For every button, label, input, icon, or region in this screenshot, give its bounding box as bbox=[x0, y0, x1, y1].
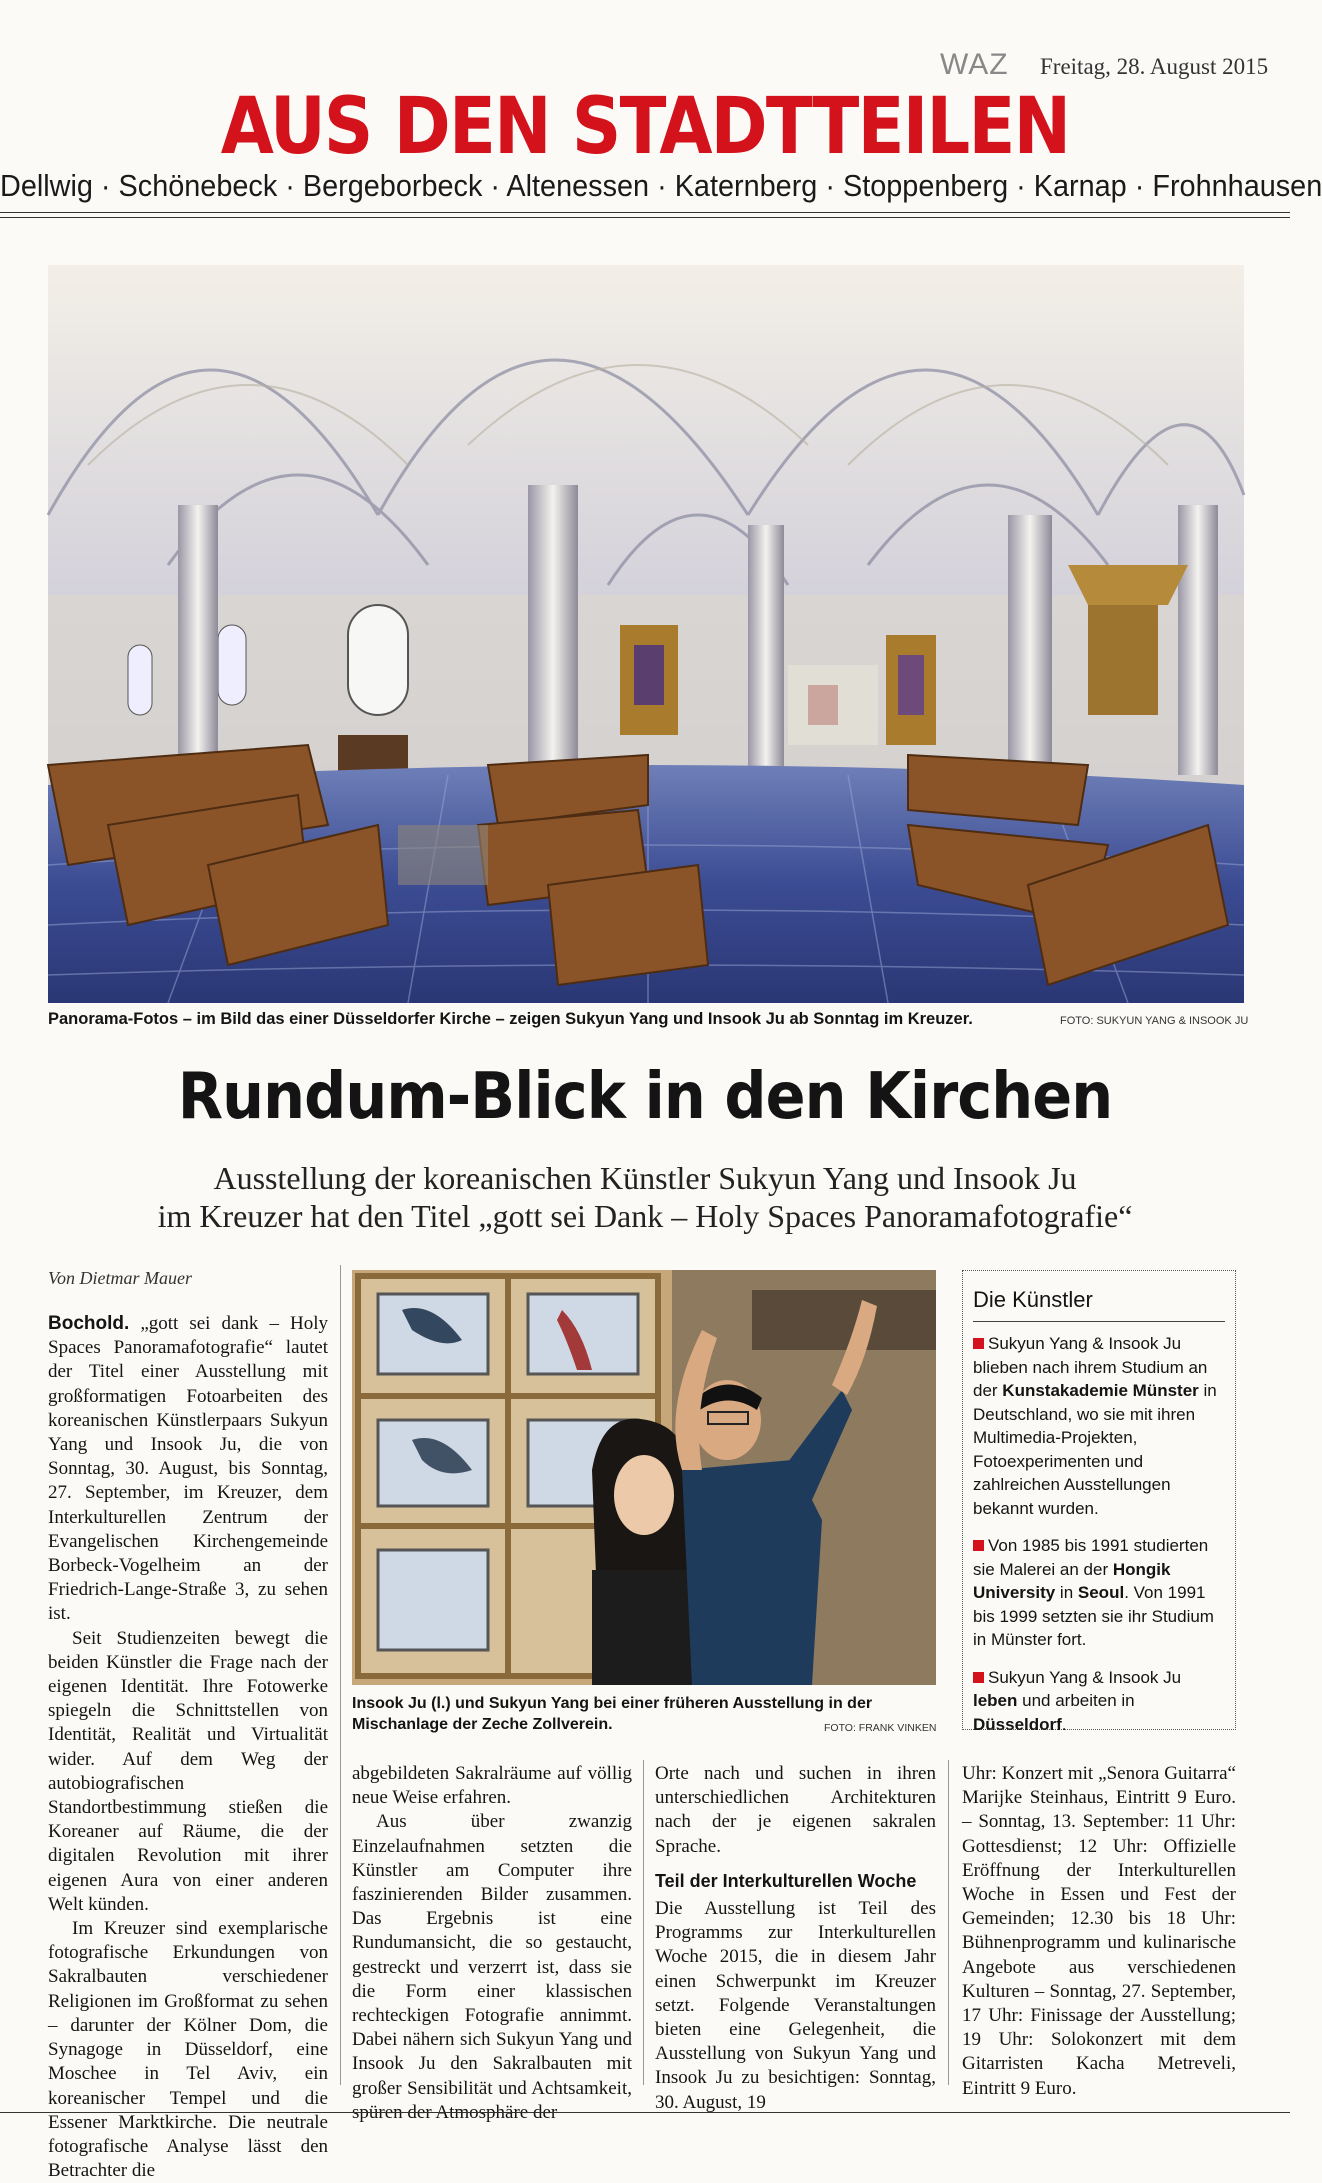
article-dateline: Bochold. bbox=[48, 1313, 130, 1334]
article-paragraph: abgebildeten Sakralräume auf völlig neue Weise erfahren. bbox=[352, 1763, 632, 1809]
article-subheadline: im Kreuzer hat den Titel „gott sei Dank – Holy Spaces Panoramafotografie“ bbox=[157, 1198, 1133, 1234]
district-item: Stoppenberg bbox=[842, 168, 1009, 203]
masthead-rule bbox=[0, 212, 1290, 213]
artists-image bbox=[352, 1270, 936, 1685]
photo-credit: FOTO: SUKYUN YANG & INSOOK JU bbox=[1060, 1015, 1249, 1027]
article-subhead: Teil der Interkulturellen Woche bbox=[655, 1870, 917, 1891]
article-column-2 bbox=[352, 1762, 632, 2125]
info-box-title: Die Künstler bbox=[973, 1271, 1225, 1322]
column-divider bbox=[340, 1265, 341, 2085]
district-separator: · bbox=[649, 168, 675, 203]
district-item: Dellwig bbox=[0, 168, 93, 203]
article-subheadline: Ausstellung der koreanischen Künstler Sukyun Yang und Insook Ju bbox=[213, 1160, 1077, 1196]
district-separator: · bbox=[1008, 168, 1034, 203]
info-box-item: Von 1985 bis 1991 studierten sie Malerei an der Hongik University in Seoul. Von 1991 bis 1999 setzten sie ihr Studium in Münster fort. bbox=[973, 1536, 1214, 1649]
church-panorama-photo bbox=[48, 265, 1244, 1003]
district-separator: · bbox=[817, 168, 843, 203]
article-column-1 bbox=[48, 1312, 328, 2183]
column-divider bbox=[643, 1760, 644, 2085]
artists-info-box bbox=[962, 1270, 1236, 1734]
article-headline: Rundum-Blick in den Kirchen bbox=[177, 1060, 1113, 1134]
article-column-3 bbox=[655, 1762, 936, 2115]
district-item: Katernberg bbox=[674, 168, 818, 203]
district-list bbox=[0, 168, 1322, 204]
district-separator: · bbox=[482, 168, 507, 203]
article-paragraph: Uhr: Konzert mit „Senora Guitarra“ Marijke Steinhaus, Eintritt 9 Euro. – Sonntag, 13. September: 11 Uhr: Gottesdienst; 12 Uhr: Offizielle Eröffnung der Interkulturellen Woche in Essen und Fest der Gemeinden; 12.30 bis 18 Uhr: Bühnenprogramm und kulinarische Angebote aus verschiedenen Kulturen – Sonntag, 27. September, 17 Uhr: Finissage der Ausstellung; 19 Uhr: Solokonzert mit dem Gitarristen Kacha Metreveli, Eintritt 9 Euro. bbox=[962, 1763, 1236, 2099]
photo-caption: Panorama-Fotos – im Bild das einer Düsseldorfer Kirche – zeigen Sukyun Yang und Insook Ju ab Sonntag im Kreuzer. bbox=[48, 1010, 973, 1028]
photo-caption: Insook Ju (l.) und Sukyun Yang bei einer früheren Ausstellung in der Mischanlage der Zeche Zollverein. bbox=[352, 1695, 873, 1733]
info-box-item: Sukyun Yang & Insook Ju blieben nach ihrem Studium an der Kunstakademie Münster in Deutschland, wo sie mit ihren Multimedia-Projekten, Fotoexperimenten und zahlreichen Ausstellungen bekannt wurden. bbox=[973, 1334, 1217, 1518]
page-bottom-rule bbox=[0, 2112, 1290, 2113]
section-title: AUS DEN STADTTEILEN bbox=[220, 82, 1070, 172]
bullet-square-icon bbox=[973, 1338, 984, 1349]
district-item: Bergeborbeck bbox=[302, 168, 483, 203]
artists-photo bbox=[352, 1270, 936, 1685]
district-item: Frohnhausen bbox=[1152, 168, 1322, 203]
article-paragraph: Die Ausstellung ist Teil des Programms zur Interkulturellen Woche 2015, die in diesem Jahr einen Schwerpunkt im Kreuzer setzt. Folgende Veranstaltungen bieten eine Gelegenheit, die Ausstellung von Sukyun Yang und Insook Ju zu besichtigen: Sonntag, 30. August, 19 bbox=[655, 1898, 936, 2113]
district-item: Karnap bbox=[1033, 168, 1127, 203]
district-item: Schönebeck bbox=[118, 168, 278, 203]
article-paragraph: Orte nach und suchen in ihren unterschiedlichen Architekturen nach der je eigenen sakralen Sprache. bbox=[655, 1763, 936, 1857]
church-panorama-image bbox=[48, 265, 1244, 1003]
district-separator: · bbox=[92, 168, 119, 203]
masthead-rule-thin bbox=[0, 217, 1290, 218]
article-paragraph: Aus über zwanzig Einzelaufnahmen setzten die Künstler am Computer ihre faszinierenden Bilder zusammen. Das Ergebnis ist eine Rundumansicht, die so gestaucht, gestreckt und verzerrt ist, dass sie die Form einer klassischen rechteckigen Fotografie annimmt. Dabei nähern sich Sukyun Yang und Insook Ju den Sakralbauten mit großer Sensibilität und Achtsamkeit, spüren der Atmosphäre der bbox=[352, 1811, 632, 2123]
district-item: Altenessen bbox=[506, 168, 650, 203]
bullet-square-icon bbox=[973, 1540, 984, 1551]
newspaper-name: WAZ bbox=[940, 48, 1009, 81]
article-paragraph: Seit Studienzeiten bewegt die beiden Künstler die Frage nach der eigenen Identität. Ihre Fotowerke spiegeln die Schnittstellen von Identität, Realität und Virtualität wider. Auf dem Weg der autobiografischen Standortbestimmung stießen die Koreaner auf Räume, die der digitalen Revolution mit ihrer eigenen Aura von einer anderen Welt künden. bbox=[48, 1627, 328, 1915]
column-divider bbox=[948, 1760, 949, 2085]
district-separator: · bbox=[1126, 168, 1153, 203]
issue-date: Freitag, 28. August 2015 bbox=[1040, 54, 1269, 79]
info-box-item: Sukyun Yang & Insook Ju leben und arbeiten in Düsseldorf. bbox=[973, 1667, 1182, 1734]
bullet-square-icon bbox=[973, 1672, 984, 1683]
district-separator: · bbox=[277, 168, 303, 203]
article-paragraph: Im Kreuzer sind exemplarische fotografische Erkundungen von Sakralbauten verschiedener Religionen im Großformat zu sehen – darunter der Kölner Dom, die Synagoge in Düsseldorf, eine Moschee in Tel Aviv, ein koreanischer Tempel und die Essener Marktkirche. Die neutrale fotografische Analyse lässt den Betrachter die bbox=[48, 1918, 328, 2182]
article-paragraph: Bochold. „gott sei dank – Holy Spaces Panoramafotografie“ lautet der Titel einer Ausstellung mit großformatigen Fotoarbeiten des koreanischen Künstlerpaars Sukyun Yang und Insook Ju, die von Sonntag, 30. August, bis Sonntag, 27. September, im Kreuzer, dem Interkulturellen Zentrum der Evangelischen Kirchengemeinde Borbeck-Vogelheim an der Friedrich-Lange-Straße 3, zu sehen ist. bbox=[48, 1313, 329, 1625]
article-author: Von Dietmar Mauer bbox=[48, 1268, 192, 1288]
photo-credit: FOTO: FRANK VINKEN bbox=[824, 1722, 937, 1734]
article-column-4 bbox=[962, 1762, 1236, 2101]
